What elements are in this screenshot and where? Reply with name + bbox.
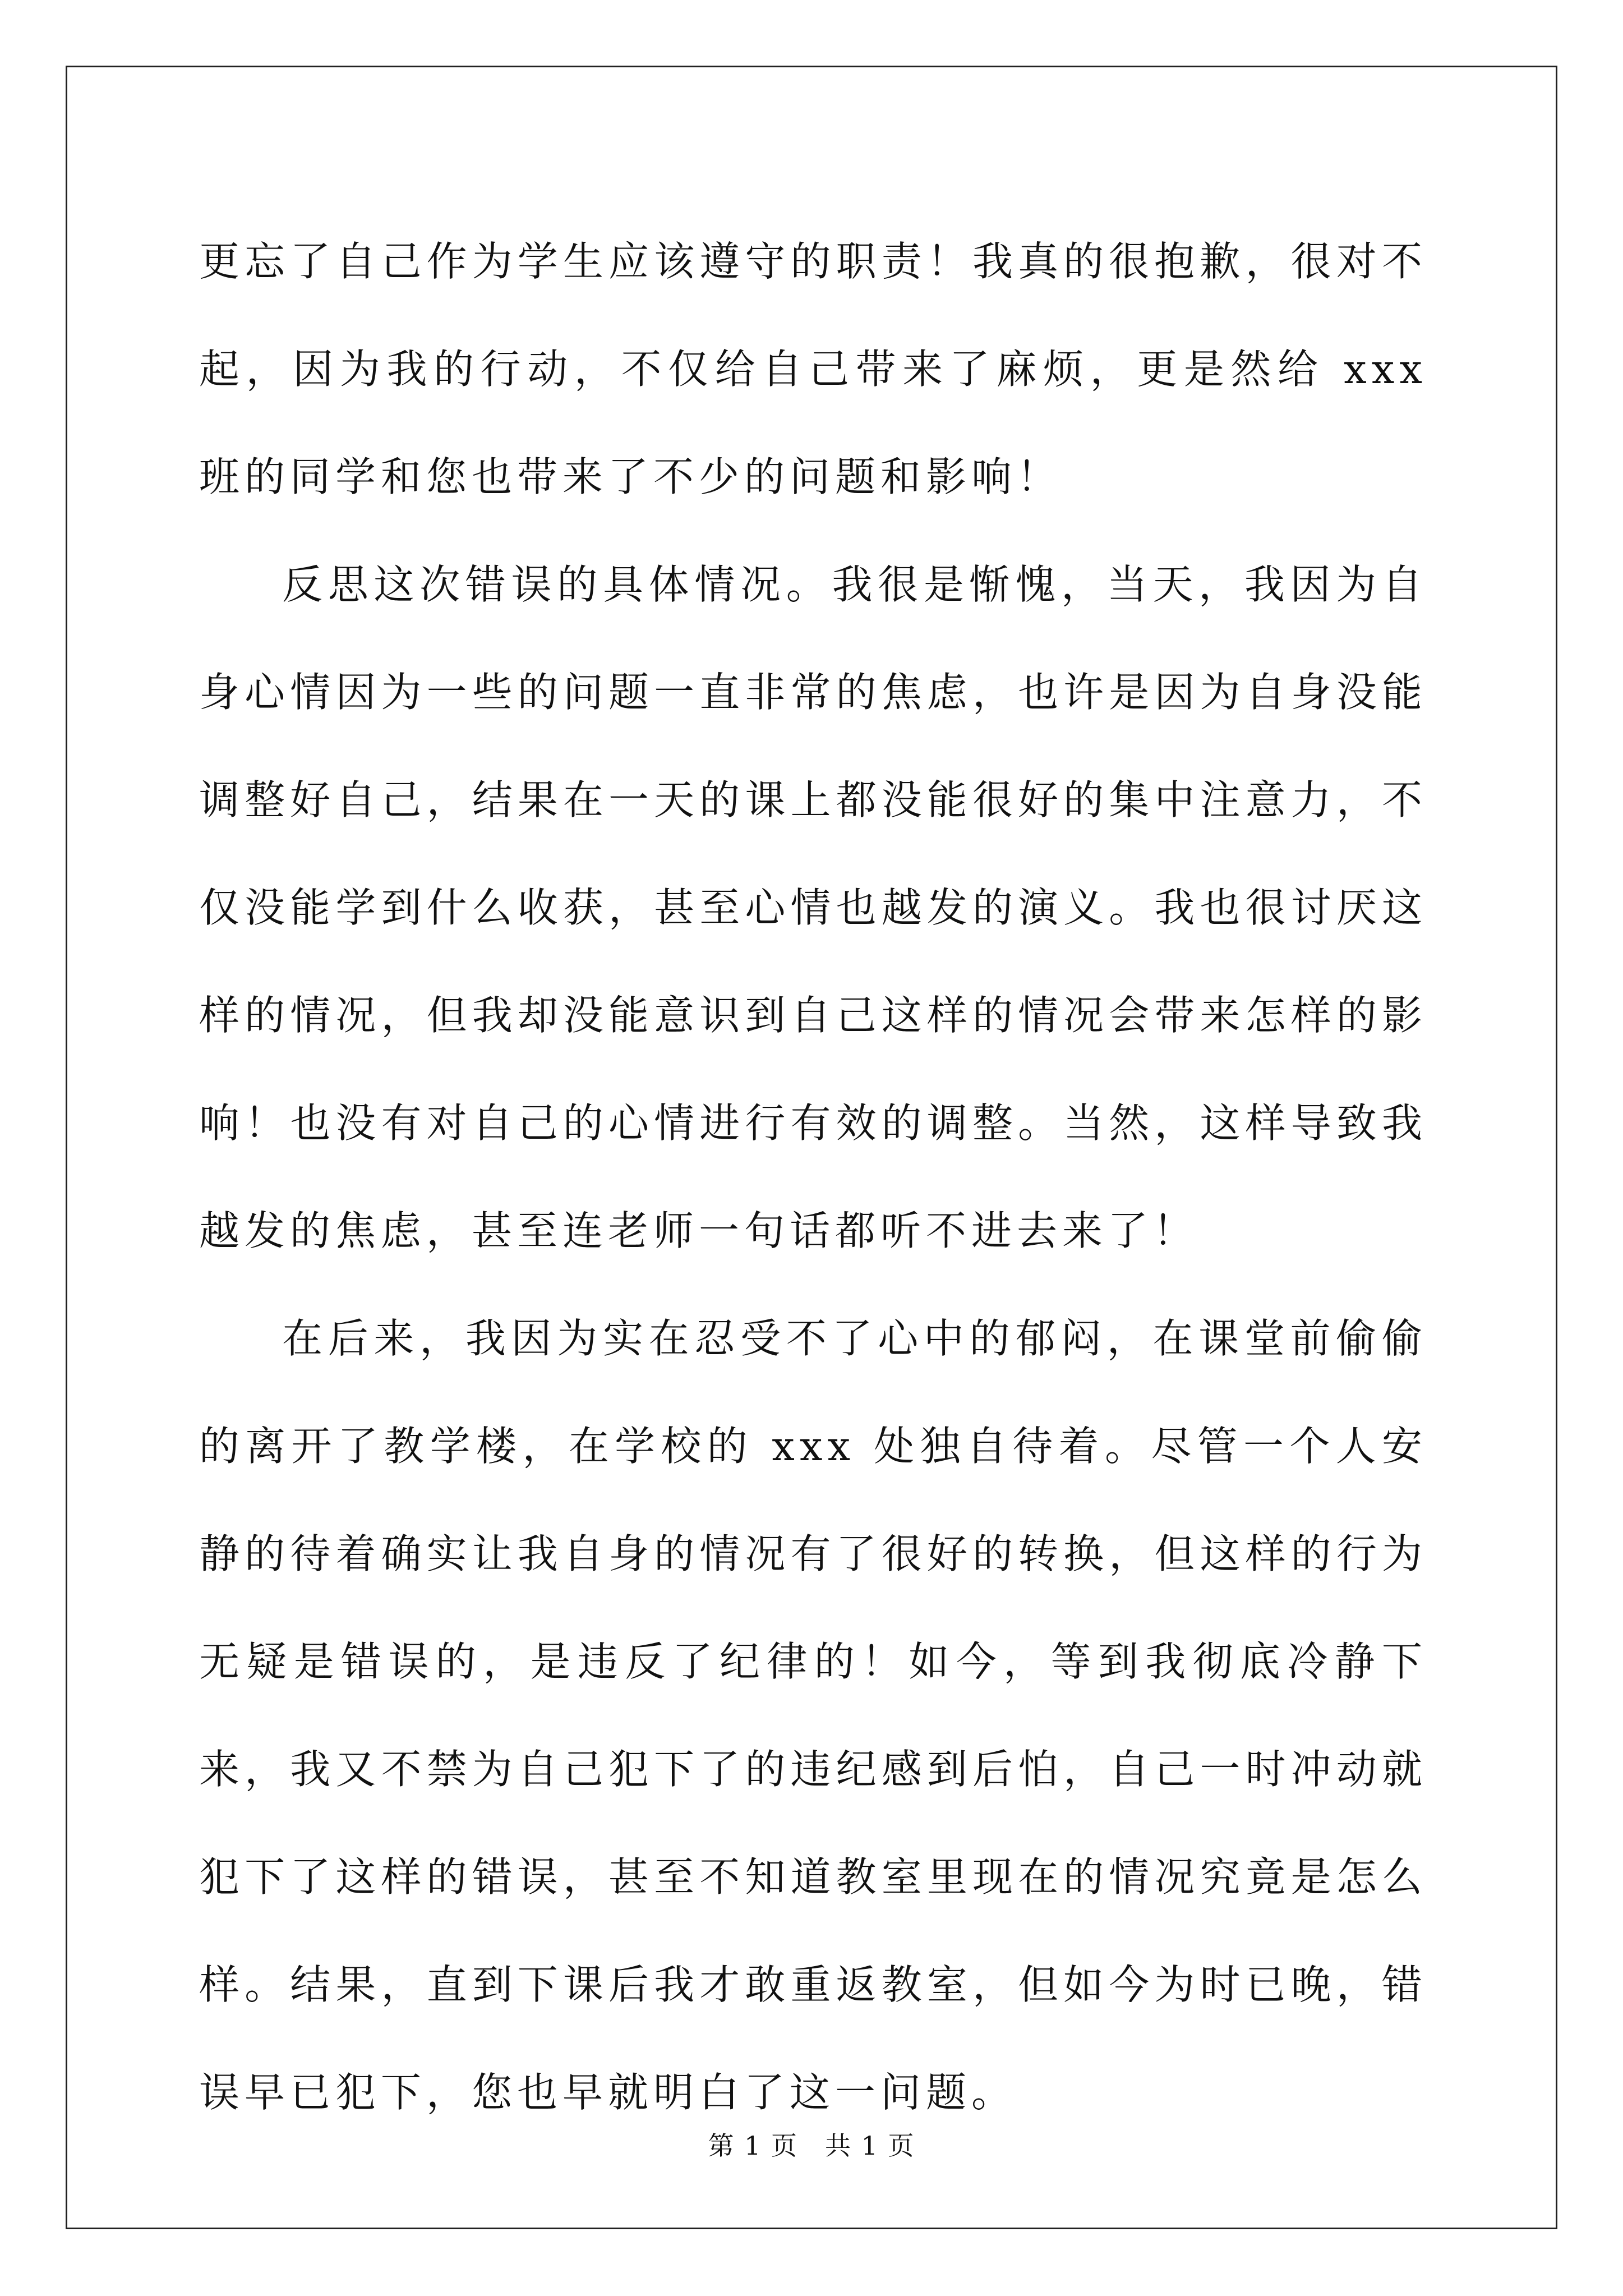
- paragraph-2: 反思这次错误的具体情况。我很是惭愧，当天，我因为自身心情因为一些的问题一直非常的焦虑，也许是因为自身没能调整好自己，结果在一天的课上都没能很好的集中注意力，不仅没能学到什么收获，甚至心情也越发的演义。我也很讨厌这样的情况，但我却没能意识到自己这样的情况会带来怎样的影响！也没有对自己的心情进行有效的调整。当然，这样导致我越发的焦虑，甚至连老师一句话都听不进去来了！: [199, 561, 1427, 1254]
- paragraph-3: 在后来，我因为实在忍受不了心中的郁闷，在课堂前偷偷的离开了教学楼，在学校的 xxx 处独自待着。尽管一个人安静的待着确实让我自身的情况有了很好的转换，但这样的行为无疑是错误的，是违反了纪律的！如今，等到我彻底冷静下来，我又不禁为自己犯下了的违纪感到后怕，自己一时冲动就犯下了这样的错误，甚至不知道教室里现在的情况究竟是怎么样。结果，直到下课后我才敢重返教室，但如今为时已晚，错误早已犯下，您也早就明白了这一问题。: [199, 1315, 1427, 2116]
- document-body: [199, 208, 1427, 2146]
- page-footer: 第 1 页 共 1 页: [708, 2131, 915, 2161]
- paragraph-1: 更忘了自己作为学生应该遵守的职责！我真的很抱歉，很对不起，因为我的行动，不仅给自己带来了麻烦，更是然给 xxx 班的同学和您也带来了不少的问题和影响！: [199, 238, 1427, 500]
